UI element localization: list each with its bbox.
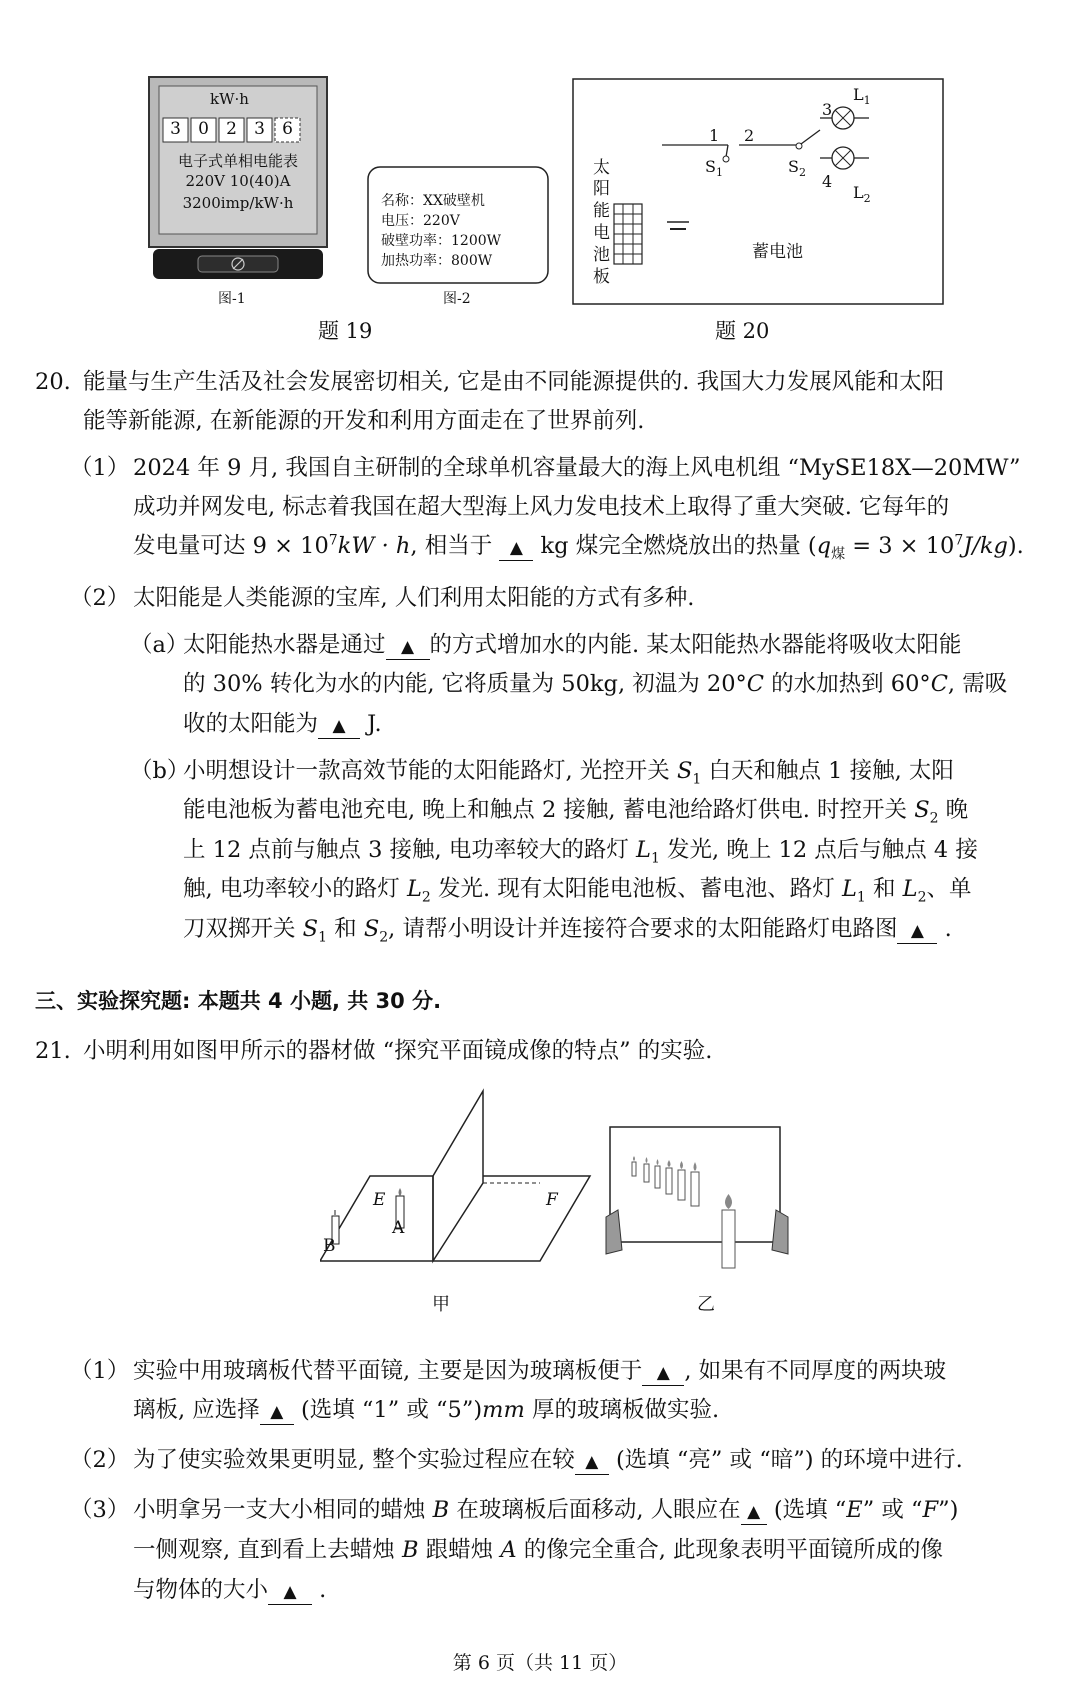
nameplate-line: 名称：XX破壁机 bbox=[381, 193, 485, 209]
q20-p1-text: 成功并网发电, 标志着我国在超大型海上风力发电技术上取得了重大突破. 它每年的 bbox=[133, 494, 950, 520]
q21-p1-text: 实验中用玻璃板代替平面镜, 主要是因为玻璃板便于 ▲ , 如果有不同厚度的两块玻 bbox=[133, 1358, 947, 1384]
q20-a-text: 的 30% 转化为水的内能, 它将质量为 50kg, 初温为 20°C 的水加热到 60°C, 需吸 bbox=[183, 671, 1008, 697]
q20-p2-text: 太阳能是人类能源的宝库, 人们利用太阳能的方式有多种. bbox=[133, 585, 695, 611]
meter-digit: 3 bbox=[170, 119, 181, 139]
q20-stem: 能等新能源, 在新能源的开发和利用方面走在了世界前列. bbox=[83, 408, 645, 434]
contact-1: 1 bbox=[709, 126, 720, 145]
fig20-title: 题 20 bbox=[715, 319, 770, 343]
fig19-caption-1: 图-1 bbox=[218, 291, 246, 307]
fig21-yi-graphic bbox=[600, 1122, 800, 1272]
q20-a-text: 太阳能热水器是通过 ▲ 的方式增加水的内能. 某太阳能热水器能将吸收太阳能 bbox=[183, 632, 962, 658]
meter-digit: 3 bbox=[254, 119, 265, 139]
nameplate-line: 电压：220V bbox=[381, 213, 460, 229]
meter-unit: kW·h bbox=[210, 90, 249, 108]
q21-p3-text: 小明拿另一支大小相同的蜡烛 B 在玻璃板后面移动, 人眼应在 ▲ (选填 “E” 或 “F”) bbox=[133, 1497, 959, 1523]
q20-b-text: 小明想设计一款高效节能的太阳能路灯, 光控开关 $S_1$ 白天和触点 1 接触, 太阳 bbox=[183, 758, 954, 788]
q20-number: 20. bbox=[35, 369, 71, 395]
panel-label-char: 阳 bbox=[593, 179, 610, 199]
q20-b-text: 触, 电功率较小的路灯 $L_2$ 发光. 现有太阳能电池板、蓄电池、路灯 $L_1$ 和 $L_2$、单 bbox=[183, 876, 972, 906]
q20-b-text: 上 12 点前与触点 3 接触, 电功率较大的路灯 $L_1$ 发光, 晚上 12 点后与触点 4 接 bbox=[183, 837, 978, 867]
label-F: F bbox=[546, 1190, 558, 1210]
fig21-caption-yi: 乙 bbox=[697, 1294, 715, 1315]
meter-line: 220V 10(40)A bbox=[185, 172, 291, 190]
q20-p1-label: （1） bbox=[70, 455, 130, 481]
contact-3: 3 bbox=[822, 100, 833, 119]
answer-blank[interactable]: ▲ bbox=[268, 1578, 312, 1605]
fig20-circuit-graphic bbox=[572, 78, 944, 305]
answer-blank[interactable]: ▲ bbox=[499, 534, 533, 561]
battery-label: 蓄电池 bbox=[752, 242, 803, 262]
label-A: A bbox=[392, 1218, 405, 1238]
fig19-title: 题 19 bbox=[318, 319, 373, 343]
q21-p3-text: 一侧观察, 直到看上去蜡烛 B 跟蜡烛 A 的像完全重合, 此现象表明平面镜所成的像 bbox=[133, 1537, 944, 1563]
answer-blank[interactable]: ▲ bbox=[741, 1498, 767, 1525]
meter-digit: 0 bbox=[198, 119, 209, 139]
q21-p1-label: （1） bbox=[70, 1358, 130, 1384]
meter-line: 3200imp/kW·h bbox=[182, 194, 294, 212]
q20-p2-label: （2） bbox=[70, 585, 130, 611]
panel-label-char: 电 bbox=[593, 223, 610, 243]
fig21-jia-graphic bbox=[320, 1085, 600, 1265]
label-E: E bbox=[373, 1190, 386, 1210]
q20-b-text: 能电池板为蓄电池充电, 晚上和触点 2 接触, 蓄电池给路灯供电. 时控开关 $S_2$ 晚 bbox=[183, 797, 969, 827]
contact-2: 2 bbox=[744, 126, 755, 145]
page-footer: 第 6 页（共 11 页） bbox=[452, 1652, 628, 1674]
q21-p3-text: 与物体的大小 ▲ . bbox=[133, 1577, 327, 1603]
fig21-caption-jia: 甲 bbox=[432, 1294, 450, 1315]
panel-label-char: 板 bbox=[593, 267, 610, 287]
q20-a-label: （a） bbox=[130, 632, 189, 658]
q20-b-text: 刀双掷开关 $S_1$ 和 $S_2$, 请帮小明设计并连接符合要求的太阳能路灯电路图 ▲ . bbox=[183, 916, 952, 946]
q21-p2-text: 为了使实验效果更明显, 整个实验过程应在较 ▲ (选填 “亮” 或 “暗”) 的环境中进行. bbox=[133, 1447, 963, 1473]
q20-stem: 能量与生产生活及社会发展密切相关, 它是由不同能源提供的. 我国大力发展风能和太阳 bbox=[83, 369, 945, 395]
s1-label: $S_1$ bbox=[705, 157, 723, 180]
fig19-caption-2: 图-2 bbox=[443, 291, 471, 307]
section-heading: 三、实验探究题: 本题共 4 小题, 共 30 分. bbox=[35, 989, 442, 1013]
nameplate-line: 破壁功率：1200W bbox=[381, 233, 502, 249]
answer-blank[interactable]: ▲ bbox=[386, 633, 430, 660]
meter-line: 电子式单相电能表 bbox=[177, 152, 298, 170]
panel-label-char: 太 bbox=[593, 158, 610, 178]
q21-stem: 小明利用如图甲所示的器材做 “探究平面镜成像的特点” 的实验. bbox=[83, 1038, 713, 1064]
q21-p1-text: 璃板, 应选择 ▲ (选填 “1” 或 “5”)mm 厚的玻璃板做实验. bbox=[133, 1397, 720, 1423]
q20-b-label: （b） bbox=[130, 758, 190, 784]
l2-label: $L_2$ bbox=[853, 183, 871, 206]
answer-blank[interactable]: ▲ bbox=[318, 712, 360, 739]
q20-p1-text: 2024 年 9 月, 我国自主研制的全球单机容量最大的海上风电机组 “MySE18X—20MW” bbox=[133, 455, 1021, 481]
panel-label-char: 能 bbox=[593, 201, 610, 221]
q20-a-text: 收的太阳能为 ▲ J. bbox=[183, 711, 382, 737]
meter-digit: 2 bbox=[226, 119, 237, 139]
label-B: B bbox=[323, 1236, 336, 1256]
contact-4: 4 bbox=[822, 172, 833, 191]
l1-label: $L_1$ bbox=[853, 85, 871, 108]
answer-blank[interactable]: ▲ bbox=[260, 1398, 294, 1425]
s2-label: $S_2$ bbox=[788, 157, 806, 180]
nameplate-line: 加热功率：800W bbox=[381, 253, 493, 269]
answer-blank[interactable]: ▲ bbox=[642, 1359, 684, 1386]
q20-p1-text: 发电量可达 $9 \times 10^7kW \cdot h$, 相当于 ▲ kg 煤完全燃烧放出的热量 $(q_煤 = 3 \times 10^7J/kg)$. bbox=[133, 532, 1024, 563]
answer-blank[interactable]: ▲ bbox=[897, 917, 937, 944]
q21-number: 21. bbox=[35, 1038, 71, 1064]
panel-label-char: 池 bbox=[593, 245, 610, 265]
q21-p2-label: （2） bbox=[70, 1447, 130, 1473]
q21-p3-label: （3） bbox=[70, 1497, 130, 1523]
answer-blank[interactable]: ▲ bbox=[575, 1448, 609, 1475]
meter-digit: 6 bbox=[282, 119, 293, 139]
